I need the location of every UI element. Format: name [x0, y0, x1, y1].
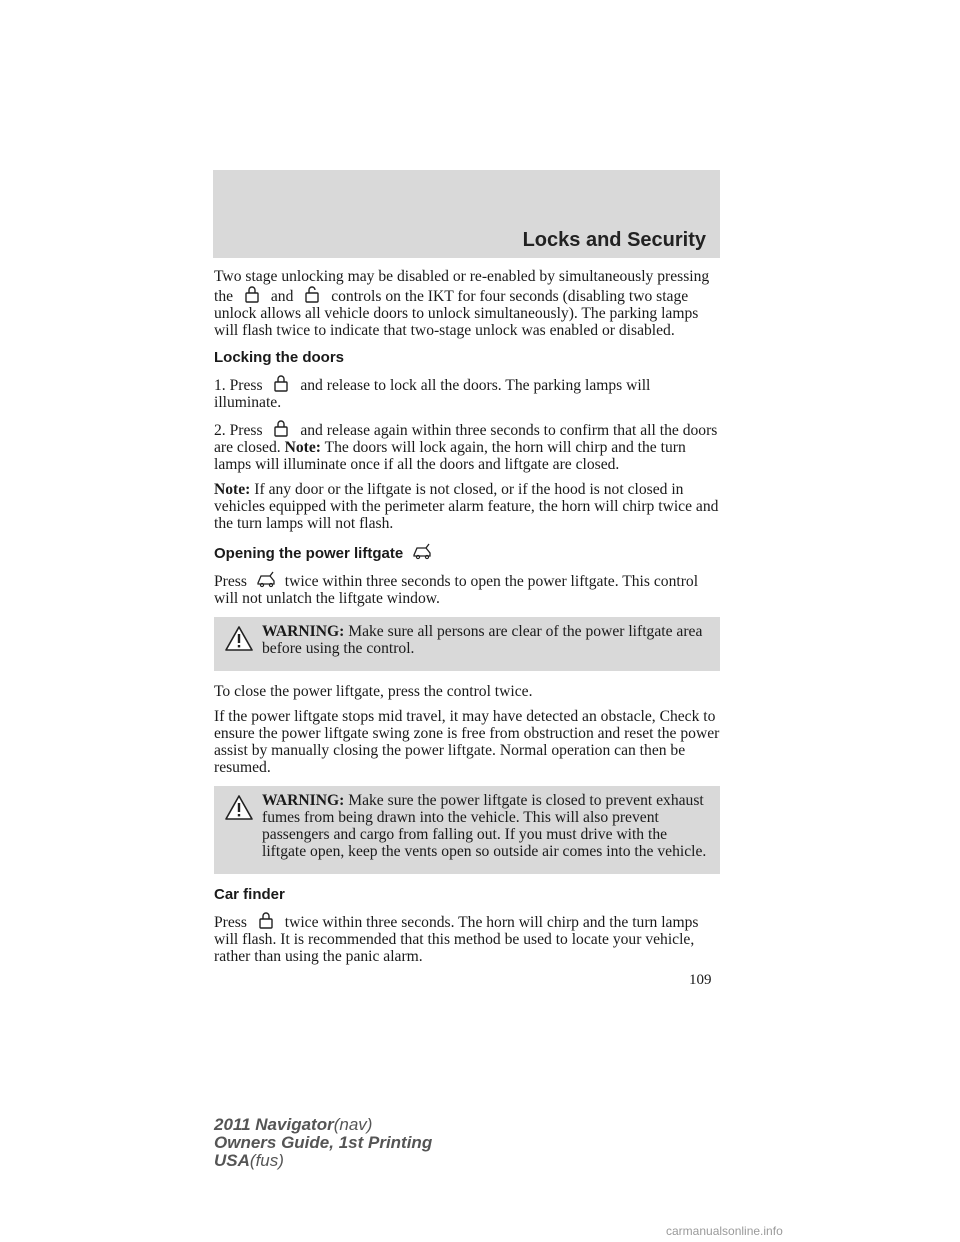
footer-model: 2011 Navigator — [214, 1115, 334, 1134]
section-title: Locks and Security — [522, 229, 706, 251]
section-header-band — [213, 170, 720, 258]
warning-triangle-icon — [224, 794, 254, 822]
liftgate-heading: Opening the power liftgate — [214, 542, 720, 562]
lock-icon — [270, 419, 292, 437]
close-liftgate-paragraph: To close the power liftgate, press the control twice. — [214, 683, 533, 700]
footer-region-code: (fus) — [249, 1151, 284, 1170]
liftgate-icon — [411, 542, 433, 560]
warning-triangle-icon — [224, 625, 254, 653]
car-finder-heading: Car finder — [214, 886, 285, 903]
locking-step-2: 2. Press and release again within three seconds to confirm that all the doors are closed. Note: The doors will lock again, the horn will chirp and the turn lamps will illuminate once if all the doors and liftgate are closed. — [214, 419, 720, 473]
unlock-icon — [301, 285, 323, 303]
locking-note: Note: If any door or the liftgate is not closed, or if the hood is not closed in vehicles equipped with the perimeter alarm feature, the horn will chirp twice and the turn lamps will not flash. — [214, 481, 719, 532]
note-label: Note: — [284, 439, 321, 456]
warning-text: Make sure the power liftgate is closed to prevent exhaust fumes from being drawn into the vehicle. This will also prevent passengers and cargo from falling out. If you must drive with the liftgate open, keep the vents open so outside air comes into the vehicle. — [262, 792, 707, 860]
warning-text: Make sure all persons are clear of the power liftgate area before using the control. — [262, 623, 703, 657]
warning-box-persons — [214, 617, 720, 671]
liftgate-icon — [255, 570, 277, 588]
car-finder-paragraph: Press twice within three seconds. The horn will chirp and the turn lamps will flash. It is recommended that this method be used to locate your vehicle, rather than using the panic alarm. — [214, 911, 720, 965]
locking-step-1: 1. Press and release to lock all the doors. The parking lamps will illuminate. — [214, 374, 720, 411]
warning-label: WARNING: — [262, 792, 345, 809]
lock-icon — [241, 285, 263, 303]
footer-model-code: (nav) — [333, 1115, 373, 1134]
warning-label: WARNING: — [262, 623, 345, 640]
note-label: Note: — [214, 481, 251, 498]
liftgate-press-paragraph: Press twice within three seconds to open the power liftgate. This control will not unlatch the liftgate window. — [214, 570, 720, 607]
page-number: 109 — [689, 972, 712, 988]
two-stage-paragraph: Two stage unlocking may be disabled or re-enabled by simultaneously pressing the and controls on the IKT for four seconds (disabling two stage unlock allows all vehicle doors to unlock simultaneously). The parking lamps will flash twice to indicate that two-stage unlock was enabled or disabled. — [214, 268, 710, 339]
lock-icon — [255, 911, 277, 929]
lock-icon — [270, 374, 292, 392]
page-content — [214, 268, 720, 973]
watermark: carmanualsonline.info — [666, 1224, 783, 1238]
footer-guide: Owners Guide, 1st Printing — [214, 1133, 433, 1152]
footer-print-info — [214, 1116, 432, 1170]
obstacle-paragraph: If the power liftgate stops mid travel, it may have detected an obstacle, Check to ensure the power liftgate swing zone is free from obstruction and reset the power assist by manually closing the power liftgate. Normal operation can then be resumed. — [214, 708, 720, 776]
locking-heading: Locking the doors — [214, 349, 345, 366]
footer-region: USA — [214, 1151, 250, 1170]
warning-box-exhaust — [214, 786, 720, 874]
